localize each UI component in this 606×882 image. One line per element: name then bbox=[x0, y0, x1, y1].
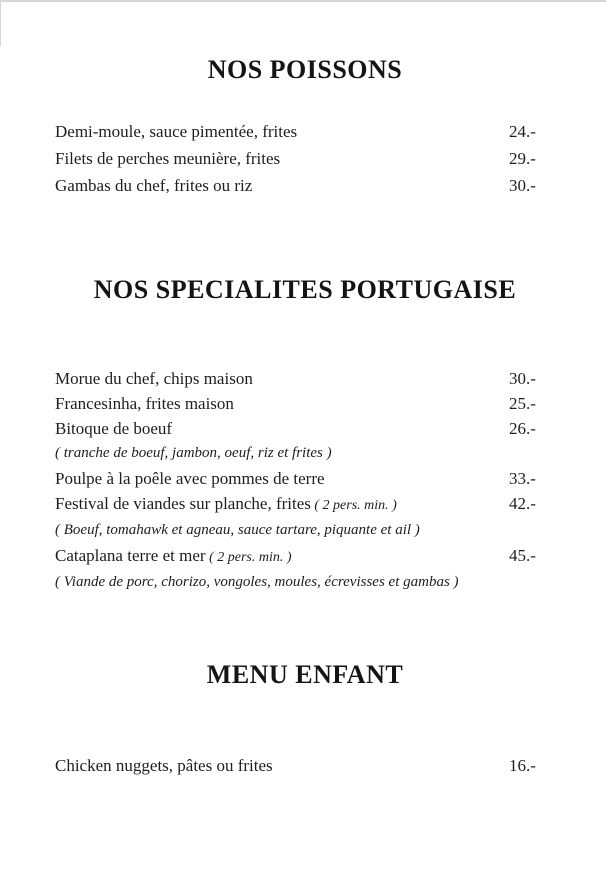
menu-item-row bbox=[55, 491, 555, 518]
menu-item-price: 25.- bbox=[509, 394, 536, 413]
menu-section-poissons bbox=[55, 55, 555, 199]
menu-item-name: Francesinha, frites maison bbox=[55, 394, 234, 413]
menu-section-enfant bbox=[55, 660, 555, 779]
menu-item-name: Cataplana terre et mer ( 2 pers. min. ) bbox=[55, 546, 292, 565]
menu-item-price: 42.- bbox=[509, 494, 536, 513]
menu-item-name: Festival de viandes sur planche, frites ( 2 pers. min. ) bbox=[55, 494, 397, 513]
menu-item-name: Poulpe à la poêle avec pommes de terre bbox=[55, 469, 325, 488]
section-items bbox=[55, 752, 555, 779]
menu-item-row bbox=[55, 145, 555, 172]
menu-item-row bbox=[55, 543, 555, 570]
menu-item-price: 26.- bbox=[509, 419, 536, 438]
section-items bbox=[55, 366, 555, 595]
menu-item-price: 24.- bbox=[509, 122, 536, 141]
menu-item-name: Filets de perches meunière, frites bbox=[55, 149, 281, 168]
menu-item-row bbox=[55, 416, 555, 441]
menu-item-price: 30.- bbox=[509, 369, 536, 388]
section-title-specialites: NOS SPECIALITES PORTUGAISE bbox=[93, 275, 517, 304]
menu-item-row bbox=[55, 172, 555, 199]
pers-min-suffix: ( 2 pers. min. ) bbox=[310, 498, 397, 513]
menu-item-row bbox=[55, 118, 555, 145]
menu-item-name: Morue du chef, chips maison bbox=[55, 369, 253, 388]
menu-item-price: 29.- bbox=[509, 149, 536, 168]
pers-min-suffix: ( 2 pers. min. ) bbox=[205, 550, 292, 565]
menu-item-row bbox=[55, 752, 555, 779]
page-top-edge bbox=[0, 0, 606, 2]
menu-item-name: Bitoque de boeuf bbox=[55, 419, 173, 438]
menu-item-price: 33.- bbox=[509, 469, 536, 488]
menu-item-name: Chicken nuggets, pâtes ou frites bbox=[55, 756, 273, 775]
menu-item-row bbox=[55, 466, 555, 491]
menu-item-price: 16.- bbox=[509, 756, 536, 775]
section-title-enfant: MENU ENFANT bbox=[206, 660, 404, 689]
menu-item-row bbox=[55, 366, 555, 391]
section-title-poissons: NOS POISSONS bbox=[207, 55, 403, 84]
menu-item-note: ( Boeuf, tomahawk et agneau, sauce tartare, piquante et ail ) bbox=[55, 522, 420, 538]
menu-item-row bbox=[55, 391, 555, 416]
page-left-edge bbox=[0, 0, 1, 46]
section-items bbox=[55, 118, 555, 199]
menu-item-price: 45.- bbox=[509, 546, 536, 565]
menu-item-price: 30.- bbox=[509, 176, 536, 195]
menu-item-name: Gambas du chef, frites ou riz bbox=[55, 176, 253, 195]
menu-item-name: Demi-moule, sauce pimentée, frites bbox=[55, 122, 298, 141]
menu-section-specialites-portugaise bbox=[55, 275, 555, 595]
menu-item-note: ( Viande de porc, chorizo, vongoles, moules, écrevisses et gambas ) bbox=[55, 574, 459, 590]
menu-item-note: ( tranche de boeuf, jambon, oeuf, riz et frites ) bbox=[55, 445, 332, 461]
